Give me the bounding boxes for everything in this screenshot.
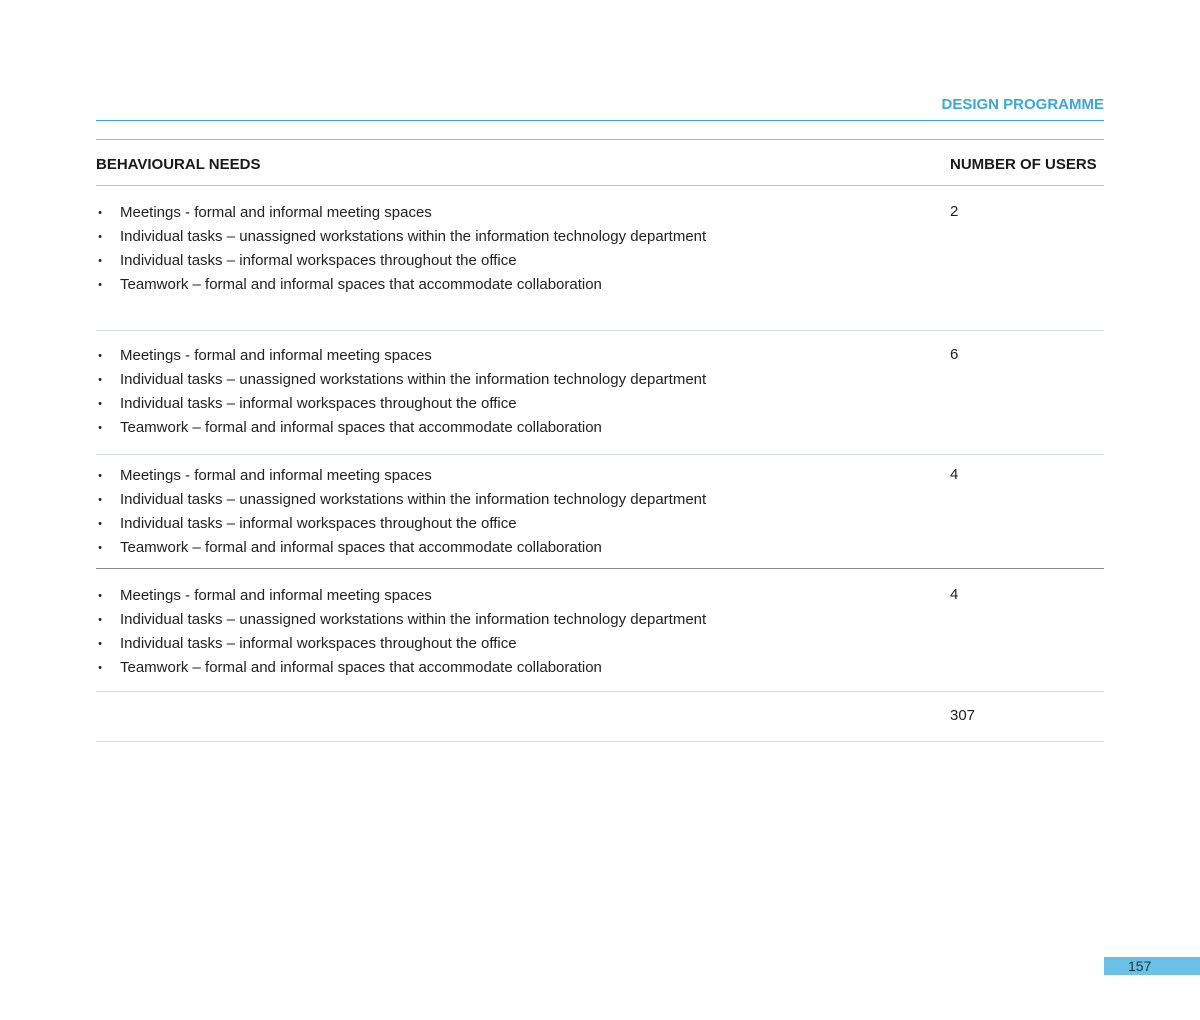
bullet-icon: • [98, 518, 102, 530]
bullet-icon: • [98, 398, 102, 410]
list-item [96, 536, 706, 560]
bullet-icon: • [98, 494, 102, 506]
section-title: DESIGN PROGRAMME [941, 96, 1104, 113]
bullet-icon: • [98, 374, 102, 386]
need-text: Teamwork – formal and informal spaces that accommodate collaboration [120, 419, 602, 436]
bullet-icon: • [98, 422, 102, 434]
need-text: Individual tasks – informal workspaces throughout the office [120, 395, 517, 412]
list-item [96, 344, 706, 368]
list-item [96, 608, 706, 632]
bullet-icon: • [98, 662, 102, 674]
total-user-count: 307 [950, 707, 976, 724]
bullet-icon: • [98, 350, 102, 362]
list-item [96, 656, 706, 680]
bullet-icon: • [98, 207, 102, 219]
total-row [96, 692, 1104, 742]
need-text: Teamwork – formal and informal spaces that accommodate collaboration [120, 276, 602, 293]
page-number: 157 [1128, 958, 1152, 974]
need-text: Meetings - formal and informal meeting spaces [120, 467, 432, 484]
list-item [96, 392, 706, 416]
need-text: Individual tasks – informal workspaces throughout the office [120, 515, 517, 532]
need-text: Individual tasks – unassigned workstations within the information technology department [120, 611, 707, 628]
table-header-row [96, 140, 1104, 186]
user-count: 6 [950, 346, 959, 363]
bullet-icon: • [98, 590, 102, 602]
list-item [96, 416, 706, 440]
need-text: Individual tasks – informal workspaces throughout the office [120, 252, 517, 269]
need-text: Individual tasks – informal workspaces throughout the office [120, 635, 517, 652]
need-text: Meetings - formal and informal meeting spaces [120, 347, 432, 364]
bullet-icon: • [98, 279, 102, 291]
list-item [96, 464, 706, 488]
list-item [96, 512, 706, 536]
needs-list [96, 344, 706, 440]
list-item [96, 584, 706, 608]
bullet-icon: • [98, 542, 102, 554]
need-text: Meetings - formal and informal meeting spaces [120, 204, 432, 221]
table-row [96, 331, 1104, 455]
table-row [96, 569, 1104, 692]
need-text: Individual tasks – unassigned workstations within the information technology department [120, 491, 707, 508]
list-item [96, 632, 706, 656]
column-header-behavioural-needs: BEHAVIOURAL NEEDS [96, 156, 261, 173]
needs-list [96, 464, 706, 560]
need-text: Teamwork – formal and informal spaces that accommodate collaboration [120, 539, 602, 556]
needs-list [96, 201, 706, 297]
bullet-icon: • [98, 255, 102, 267]
needs-list [96, 584, 706, 680]
list-item [96, 249, 706, 273]
need-text: Individual tasks – unassigned workstations within the information technology department [120, 228, 707, 245]
bullet-icon: • [98, 614, 102, 626]
header-divider [96, 120, 1104, 121]
list-item [96, 368, 706, 392]
user-count: 4 [950, 466, 959, 483]
user-count: 4 [950, 586, 959, 603]
table-row [96, 186, 1104, 331]
list-item [96, 488, 706, 512]
need-text: Teamwork – formal and informal spaces that accommodate collaboration [120, 659, 602, 676]
page-number-tab [1104, 957, 1200, 975]
list-item [96, 201, 706, 225]
column-header-number-of-users: NUMBER OF USERS [950, 156, 1097, 173]
behavioural-needs-table [96, 139, 1104, 742]
list-item [96, 273, 706, 297]
need-text: Meetings - formal and informal meeting spaces [120, 587, 432, 604]
list-item [96, 225, 706, 249]
bullet-icon: • [98, 470, 102, 482]
user-count: 2 [950, 203, 959, 220]
table-row [96, 455, 1104, 569]
bullet-icon: • [98, 638, 102, 650]
bullet-icon: • [98, 231, 102, 243]
need-text: Individual tasks – unassigned workstations within the information technology department [120, 371, 707, 388]
